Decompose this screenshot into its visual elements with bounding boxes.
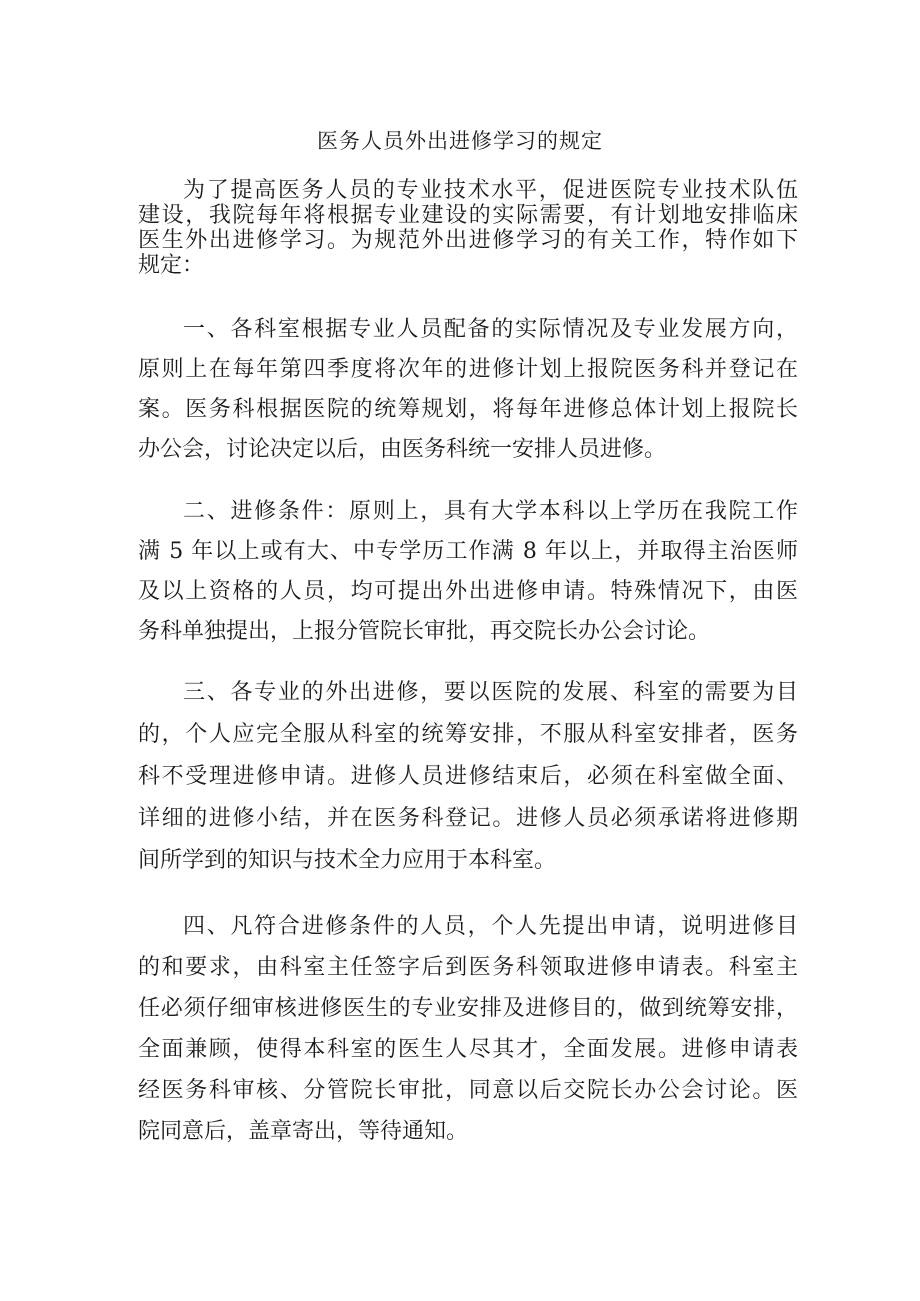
paragraph-line: 规定： — [138, 253, 205, 278]
paragraph-line: 及以上资格的人员，均可提出外出进修申请。特殊情况下，由医 — [138, 579, 798, 604]
paragraph-line: 的和要求，由科室主任签字后到医务科领取进修申请表。科室主 — [138, 955, 798, 980]
paragraph-line: 二、进修条件：原则上，具有大学本科以上学历在我院工作 — [183, 499, 798, 524]
paragraph-line: 经医务科审核、分管院长审批，同意以后交院长办公会讨论。医 — [138, 1078, 798, 1103]
paragraph-line: 详细的进修小结，并在医务科登记。进修人员必须承诺将进修期 — [138, 806, 798, 831]
paragraph-line: 科不受理进修申请。进修人员进修结束后，必须在科室做全面、 — [138, 764, 798, 789]
paragraph-line: 案。医务科根据医院的统筹规划，将每年进修总体计划上报院长 — [138, 397, 798, 422]
paragraph-line: 任必须仔细审核进修医生的专业安排及进修目的，做到统筹安排， — [138, 996, 798, 1021]
paragraph-line: 的，个人应完全服从科室的统筹安排，不服从科室安排者，医务 — [138, 722, 798, 747]
paragraph-section-1 — [138, 310, 798, 470]
paragraph-line: 四、凡符合进修条件的人员，个人先提出申请，说明进修目 — [183, 914, 798, 939]
paragraph-line: 为了提高医务人员的专业技术水平，促进医院专业技术队伍 — [183, 178, 798, 203]
paragraph-line: 全面兼顾，使得本科室的医生人尽其才，全面发展。进修申请表 — [138, 1037, 798, 1062]
paragraph-section-3 — [138, 672, 798, 882]
paragraph-line: 满 5 年以上或有大、中专学历工作满 8 年以上，并取得主治医师 — [138, 539, 798, 564]
paragraph-intro — [138, 178, 798, 278]
paragraph-line: 三、各专业的外出进修，要以医院的发展、科室的需要为目 — [183, 680, 798, 705]
paragraph-line: 建设，我院每年将根据专业建设的实际需要，有计划地安排临床 — [138, 203, 798, 228]
paragraph-line: 医生外出进修学习。为规范外出进修学习的有关工作，特作如下 — [138, 228, 798, 253]
paragraph-section-2 — [138, 492, 798, 652]
paragraph-line: 务科单独提出，上报分管院长审批，再交院长办公会讨论。 — [138, 619, 711, 644]
paragraph-line: 办公会，讨论决定以后，由医务科统一安排人员进修。 — [138, 437, 667, 462]
paragraph-line: 一、各科室根据专业人员配备的实际情况及专业发展方向， — [183, 317, 798, 342]
paragraph-line: 原则上在每年第四季度将次年的进修计划上报院医务科并登记在 — [138, 357, 798, 382]
paragraph-section-4 — [138, 906, 798, 1152]
document-title: 医务人员外出进修学习的规定 — [317, 129, 603, 153]
paragraph-line: 院同意后，盖章寄出，等待通知。 — [138, 1119, 469, 1144]
paragraph-line: 间所学到的知识与技术全力应用于本科室。 — [138, 848, 557, 873]
